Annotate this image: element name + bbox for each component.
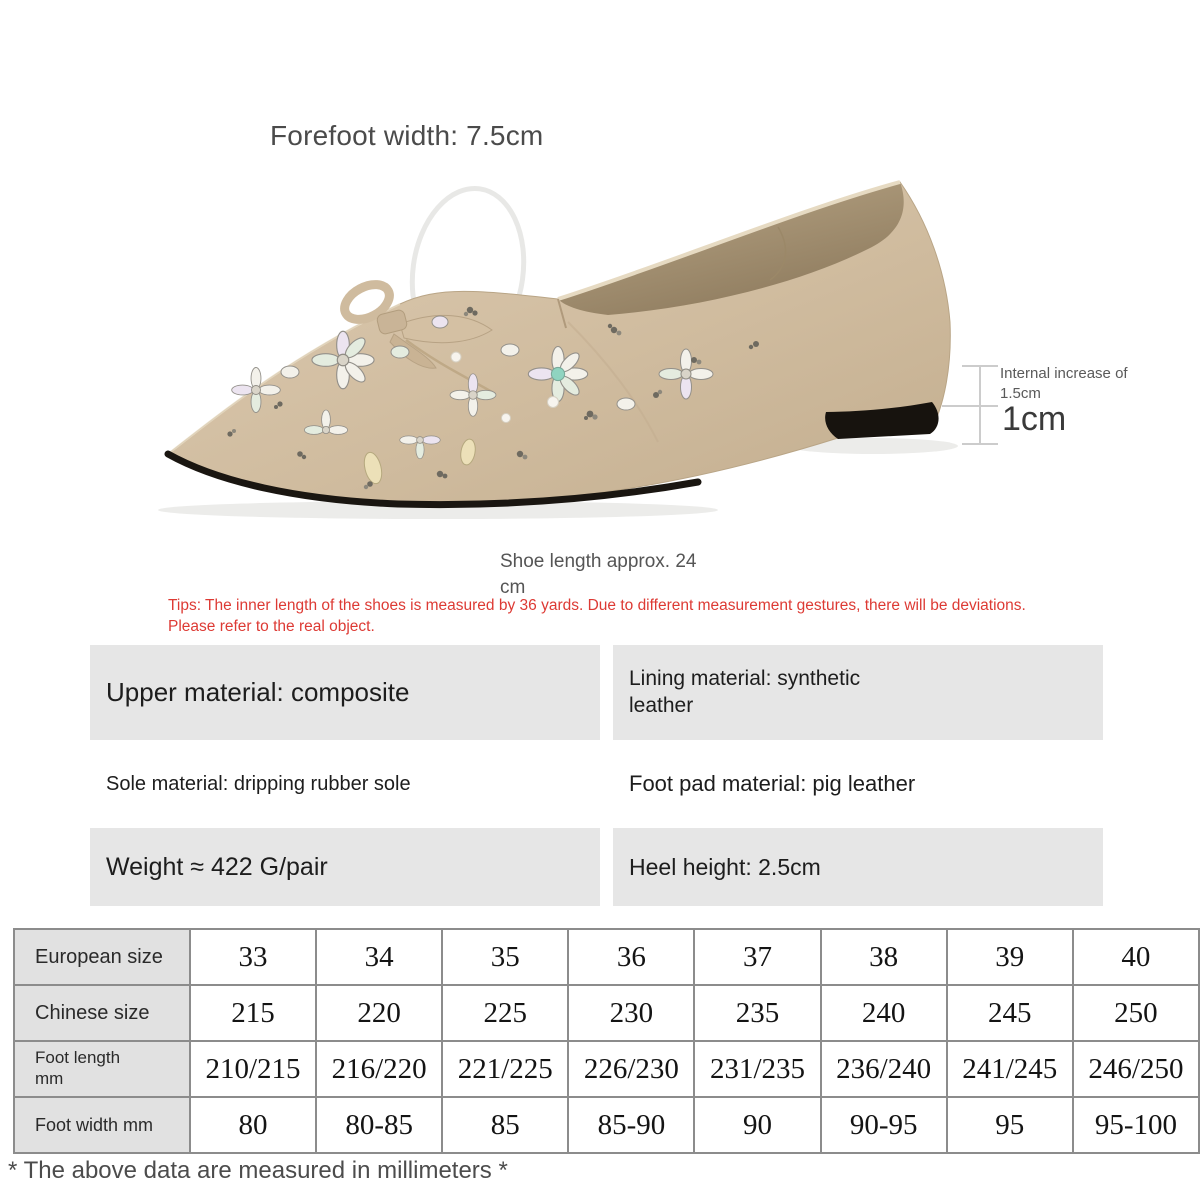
measurement-tips: Tips: The inner length of the shoes is measured by 36 yards. Due to different measurement gestures, there will be deviations. Please refer to the real object. [168, 597, 1026, 636]
spec-weight-text: Weight ≈ 422 G/pair [106, 852, 328, 881]
spec-sole-material [90, 740, 600, 828]
row-header-text: Foot length mm [35, 1048, 121, 1088]
spec-upper-material-text: Upper material: composite [106, 677, 410, 707]
row-header-text: Foot width mm [35, 1114, 154, 1135]
row-header-foot-length [14, 1041, 190, 1097]
heel-increase-value: 1cm [1002, 400, 1067, 438]
size-cell: 35 [442, 929, 568, 985]
size-cell: 215 [190, 985, 316, 1041]
spec-heel-height [613, 828, 1103, 906]
size-cell: 225 [442, 985, 568, 1041]
row-header-chinese-size [14, 985, 190, 1041]
size-cell: 221/225 [442, 1041, 568, 1097]
size-cell: 95-100 [1073, 1097, 1199, 1153]
internal-increase-label: Internal increase of 1.5cm [1000, 365, 1128, 402]
size-cell: 34 [316, 929, 442, 985]
size-cell: 80 [190, 1097, 316, 1153]
spec-upper-material [90, 645, 600, 740]
size-cell: 246/250 [1073, 1041, 1199, 1097]
spec-footpad-material-text: Foot pad material: pig leather [629, 771, 916, 796]
spec-sole-material-text: Sole material: dripping rubber sole [106, 773, 411, 795]
row-header-foot-width [14, 1097, 190, 1153]
spec-lining-material-text: Lining material: synthetic leather [629, 667, 861, 717]
size-cell: 230 [568, 985, 694, 1041]
size-cell: 33 [190, 929, 316, 985]
size-cell: 235 [694, 985, 820, 1041]
table-row-foot-width [14, 1097, 1199, 1153]
spec-weight [90, 828, 600, 906]
spec-heel-height-text: Heel height: 2.5cm [629, 853, 821, 880]
size-cell: 226/230 [568, 1041, 694, 1097]
spec-lining-material [613, 645, 1103, 740]
table-row-foot-length [14, 1041, 1199, 1097]
spec-footpad-material [613, 740, 1103, 828]
size-cell: 236/240 [821, 1041, 947, 1097]
size-chart-table [13, 928, 1200, 1154]
size-cell: 250 [1073, 985, 1199, 1041]
product-photo-shoe [138, 152, 1010, 524]
size-cell: 231/235 [694, 1041, 820, 1097]
row-header-text: European size [35, 945, 163, 968]
table-footnote: * The above data are measured in millimeters * [8, 1157, 508, 1184]
size-cell: 37 [694, 929, 820, 985]
size-cell: 95 [947, 1097, 1073, 1153]
size-cell: 220 [316, 985, 442, 1041]
table-row-european-size [14, 929, 1199, 985]
size-cell: 85 [442, 1097, 568, 1153]
size-cell: 241/245 [947, 1041, 1073, 1097]
shoe-length-label: Shoe length approx. 24 cm [500, 551, 697, 598]
table-row-chinese-size [14, 985, 1199, 1041]
size-cell: 245 [947, 985, 1073, 1041]
size-cell: 210/215 [190, 1041, 316, 1097]
size-cell: 90-95 [821, 1097, 947, 1153]
size-cell: 38 [821, 929, 947, 985]
row-header-text: Chinese size [35, 1001, 150, 1024]
spec-grid [90, 645, 1103, 906]
size-cell: 90 [694, 1097, 820, 1153]
size-cell: 216/220 [316, 1041, 442, 1097]
size-cell: 85-90 [568, 1097, 694, 1153]
forefoot-width-label: Forefoot width: 7.5cm [270, 120, 544, 151]
row-header-european-size [14, 929, 190, 985]
size-cell: 40 [1073, 929, 1199, 985]
size-cell: 39 [947, 929, 1073, 985]
size-cell: 80-85 [316, 1097, 442, 1153]
size-cell: 240 [821, 985, 947, 1041]
size-cell: 36 [568, 929, 694, 985]
